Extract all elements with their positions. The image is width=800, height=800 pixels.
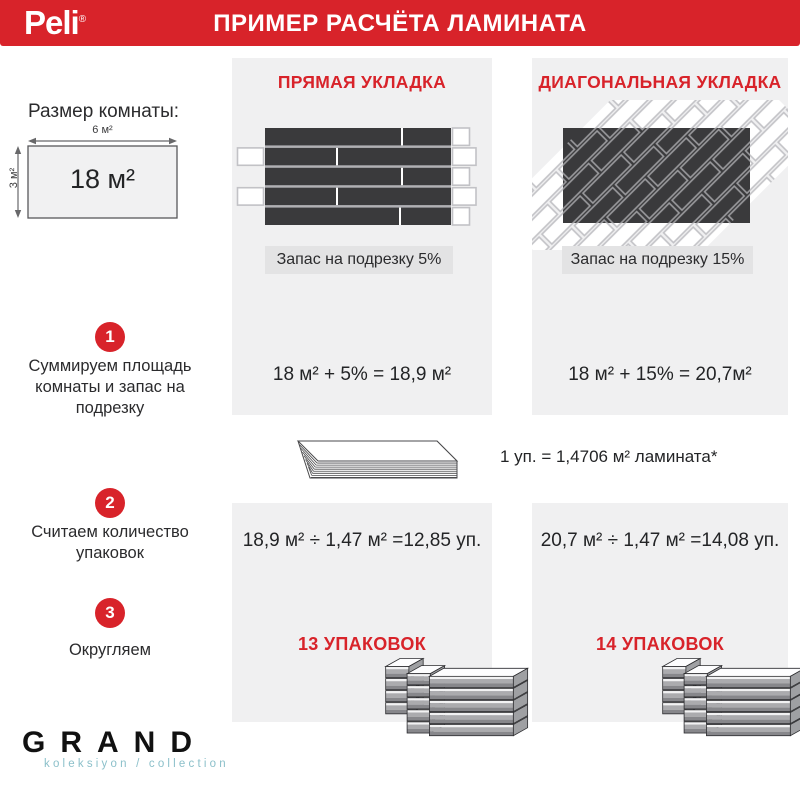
package-stack-diagonal [660, 653, 800, 747]
panel-straight-top [232, 58, 492, 415]
cutting-reserve-badge-diagonal: Запас на подрезку 15% [562, 246, 753, 274]
grand-tagline: koleksiyon / collection [44, 758, 229, 770]
sum-formula-diagonal: 18 м² + 15% = 20,7м² [568, 364, 752, 385]
room-width-label: 6 м² [92, 124, 113, 136]
step-3-marker: 3 [95, 598, 125, 628]
brand-text: Peli [24, 4, 79, 41]
room-height-label: 3 м² [8, 167, 20, 189]
sum-formula-straight: 18 м² + 5% = 18,9 м² [272, 364, 452, 385]
division-formula-straight: 18,9 м² ÷ 1,47 м² =12,85 уп. [242, 530, 482, 551]
division-formula-diagonal: 20,7 м² ÷ 1,47 м² =14,08 уп. [540, 530, 780, 551]
pack-coverage-note: 1 уп. = 1,4706 м² ламината* [500, 447, 718, 466]
straight-laying-illustration [232, 120, 492, 232]
result-diagonal: 14 УПАКОВОК [596, 634, 724, 654]
package-stack-straight [383, 653, 533, 747]
step-3-label: Округляем [68, 641, 152, 659]
room-area-label: 18 м² [69, 164, 136, 194]
result-straight: 13 УПАКОВОК [298, 634, 426, 654]
step-1-label: Суммируем площадь комнаты и запас на подрезку [28, 357, 192, 418]
page-title: ПРИМЕР РАСЧЁТА ЛАМИНАТА [213, 10, 587, 37]
cutting-reserve-badge-straight: Запас на подрезку 5% [265, 246, 453, 274]
step-2-marker: 2 [95, 488, 125, 518]
registered-mark: ® [78, 14, 86, 25]
laminate-pack-icon [288, 438, 460, 482]
diagonal-layout-header: ДИАГОНАЛЬНАЯ УКЛАДКА [538, 72, 782, 92]
straight-layout-header: ПРЯМАЯ УКЛАДКА [277, 72, 447, 92]
room-size-label: Размер комнаты: [28, 101, 180, 122]
diagonal-laying-illustration [532, 100, 788, 250]
step-1-marker: 1 [95, 322, 125, 352]
grand-logo: GRAND [22, 726, 207, 759]
step-2-label: Считаем количество упаковок [31, 523, 189, 563]
